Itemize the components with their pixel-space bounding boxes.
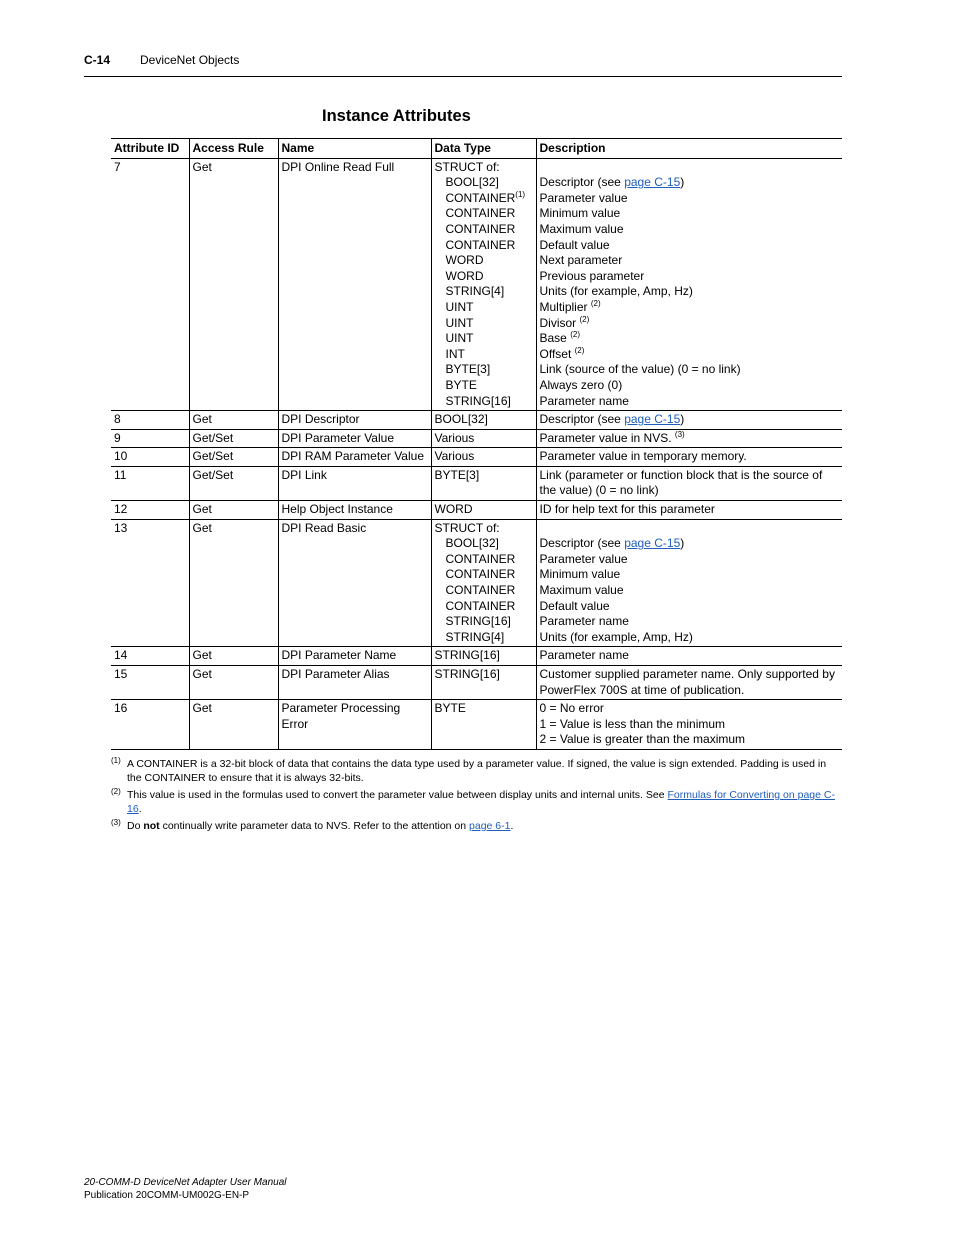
footnote-marker: (1) bbox=[111, 756, 121, 765]
struct-member-desc: Minimum value bbox=[539, 567, 621, 582]
table-row bbox=[111, 411, 842, 430]
error-code-desc: 2 = Value is greater than the maximum bbox=[539, 732, 746, 747]
manual-title: 20-COMM-D DeviceNet Adapter User Manual bbox=[84, 1177, 287, 1188]
table-row bbox=[111, 700, 842, 750]
cell-data-type: Various bbox=[431, 429, 536, 448]
struct-heading: STRUCT of: bbox=[434, 520, 500, 535]
page-c15-link[interactable]: page C-15 bbox=[624, 412, 681, 427]
cell-attribute-id: 13 bbox=[111, 519, 189, 647]
struct-member-type: UINT bbox=[445, 331, 474, 346]
struct-member-type: CONTAINER bbox=[445, 583, 516, 598]
cell-description: Parameter name bbox=[536, 647, 842, 666]
struct-member-type: WORD bbox=[445, 268, 484, 283]
struct-member-type: BYTE[3] bbox=[445, 362, 491, 377]
cell-data-type: WORD bbox=[431, 501, 536, 520]
cell-attribute-id: 10 bbox=[111, 448, 189, 467]
struct-member-desc: Maximum value bbox=[539, 583, 624, 598]
struct-member-type: STRING[16] bbox=[445, 614, 511, 629]
cell-access-rule: Get bbox=[189, 519, 278, 647]
page-c15-link[interactable]: page C-15 bbox=[624, 175, 681, 190]
cell-attribute-id: 15 bbox=[111, 666, 189, 700]
footnote-text: A CONTAINER is a 32-bit block of data that contains the data type used by a parameter value. If signed, the value is sign extended. Padding is used in the CONTAINER to ensure that it is always 32-bits. bbox=[127, 758, 827, 784]
error-code-desc: 1 = Value is less than the minimum bbox=[539, 716, 726, 731]
struct-member-type: BOOL[32] bbox=[445, 175, 499, 190]
struct-member-type: STRING[4] bbox=[445, 284, 505, 299]
instance-attributes-table bbox=[111, 138, 842, 750]
cell-name: DPI Parameter Alias bbox=[278, 666, 431, 700]
cell-attribute-id: 11 bbox=[111, 466, 189, 500]
cell-name: DPI Parameter Value bbox=[278, 429, 431, 448]
cell-description bbox=[536, 519, 842, 647]
table-row bbox=[111, 519, 842, 647]
struct-member-type: WORD bbox=[445, 253, 484, 268]
page-number: C-14 bbox=[84, 53, 111, 67]
cell-name: Parameter Processing Error bbox=[278, 700, 431, 750]
footnote-ref-2: (2) bbox=[590, 298, 601, 308]
struct-member-type: BOOL[32] bbox=[445, 536, 499, 551]
section-title: Instance Attributes bbox=[322, 107, 471, 125]
cell-access-rule: Get/Set bbox=[189, 448, 278, 467]
struct-member-type: CONTAINER bbox=[445, 567, 516, 582]
footnote-ref-2: (2) bbox=[574, 345, 585, 355]
cell-access-rule: Get/Set bbox=[189, 466, 278, 500]
struct-member-type: CONTAINER bbox=[445, 237, 516, 252]
cell-access-rule: Get bbox=[189, 666, 278, 700]
struct-member-type: CONTAINER bbox=[445, 221, 516, 236]
footnotes bbox=[111, 757, 842, 836]
table-row bbox=[111, 666, 842, 700]
struct-member-desc: Units (for example, Amp, Hz) bbox=[539, 629, 693, 644]
cell-access-rule: Get bbox=[189, 158, 278, 411]
column-header-description: Description bbox=[536, 139, 842, 159]
cell-description: Parameter value in temporary memory. bbox=[536, 448, 842, 467]
table-row bbox=[111, 429, 842, 448]
struct-member-type: STRING[16] bbox=[445, 393, 511, 408]
cell-name: Help Object Instance bbox=[278, 501, 431, 520]
cell-name: DPI RAM Parameter Value bbox=[278, 448, 431, 467]
cell-attribute-id: 14 bbox=[111, 647, 189, 666]
struct-member-type: CONTAINER bbox=[445, 206, 516, 221]
struct-member-desc: Next parameter bbox=[539, 253, 623, 268]
table-row bbox=[111, 466, 842, 500]
cell-data-type: STRING[16] bbox=[431, 666, 536, 700]
cell-access-rule: Get bbox=[189, 501, 278, 520]
struct-member-desc: Units (for example, Amp, Hz) bbox=[539, 284, 693, 299]
struct-member-type: INT bbox=[445, 346, 465, 361]
cell-access-rule: Get bbox=[189, 647, 278, 666]
column-header-attribute-id: Attribute ID bbox=[111, 139, 189, 159]
footnote-marker: (3) bbox=[111, 818, 121, 827]
page-header bbox=[84, 52, 842, 77]
page-6-1-link[interactable]: page 6-1 bbox=[469, 820, 511, 832]
cell-description bbox=[536, 700, 842, 750]
cell-description: ID for help text for this parameter bbox=[536, 501, 842, 520]
cell-attribute-id: 12 bbox=[111, 501, 189, 520]
struct-member-desc: Descriptor (see page C-15) bbox=[539, 175, 685, 190]
struct-member-desc: Maximum value bbox=[539, 221, 624, 236]
struct-member-type: BYTE bbox=[445, 377, 477, 392]
footnote-ref-2: (2) bbox=[579, 314, 590, 324]
cell-data-type: BOOL[32] bbox=[431, 411, 536, 430]
column-header-data-type: Data Type bbox=[431, 139, 536, 159]
cell-description: Customer supplied parameter name. Only supported by PowerFlex 700S at time of publication. bbox=[536, 666, 842, 700]
page-c15-link[interactable]: page C-15 bbox=[624, 536, 681, 551]
cell-name: DPI Descriptor bbox=[278, 411, 431, 430]
struct-member-desc: Parameter value bbox=[539, 190, 628, 205]
struct-member-desc: Base $^{(2)}$ bbox=[539, 330, 580, 346]
struct-member-desc: Parameter name bbox=[539, 614, 629, 629]
footnote-text: This value is used in the formulas used to convert the parameter value between display units and internal units. See Formulas for Converting on page C-16. bbox=[127, 789, 835, 815]
struct-member-desc: Always zero (0) bbox=[539, 377, 623, 392]
publication-number: Publication 20COMM-UM002G-EN-P bbox=[84, 1190, 250, 1201]
table-row bbox=[111, 158, 842, 411]
error-code-desc: 0 = No error bbox=[539, 701, 604, 716]
table-row bbox=[111, 448, 842, 467]
struct-member-desc: Multiplier $^{(2)}$ bbox=[539, 298, 601, 314]
struct-member-desc: Previous parameter bbox=[539, 268, 645, 283]
struct-member-desc: Default value bbox=[539, 598, 610, 613]
cell-access-rule: Get/Set bbox=[189, 429, 278, 448]
struct-member-desc: Parameter name bbox=[539, 393, 629, 408]
table-header-row bbox=[111, 139, 842, 159]
chapter-title: DeviceNet Objects bbox=[140, 53, 240, 67]
struct-member-type: CONTAINER bbox=[445, 551, 516, 566]
cell-description bbox=[536, 158, 842, 411]
cell-access-rule: Get bbox=[189, 411, 278, 430]
footnote-text: Do not continually write parameter data to NVS. Refer to the attention on page 6-1. bbox=[127, 820, 514, 832]
table-row bbox=[111, 647, 842, 666]
cell-name: DPI Online Read Full bbox=[278, 158, 431, 411]
cell-data-type: BYTE bbox=[431, 700, 536, 750]
cell-attribute-id: 16 bbox=[111, 700, 189, 750]
cell-description: Parameter value in NVS. $^{(3)}$ bbox=[536, 429, 842, 448]
footnote-marker: (2) bbox=[111, 787, 121, 796]
footnote-1 bbox=[111, 757, 842, 785]
formulas-link[interactable]: Formulas for Converting on page C-16 bbox=[127, 789, 835, 815]
cell-name: DPI Read Basic bbox=[278, 519, 431, 647]
cell-attribute-id: 8 bbox=[111, 411, 189, 430]
cell-name: DPI Link bbox=[278, 466, 431, 500]
struct-member-type: UINT bbox=[445, 315, 474, 330]
struct-member-desc: Offset $^{(2)}$ bbox=[539, 345, 585, 361]
cell-data-type bbox=[431, 519, 536, 647]
cell-data-type: BYTE[3] bbox=[431, 466, 536, 500]
table-row bbox=[111, 501, 842, 520]
column-header-name: Name bbox=[278, 139, 431, 159]
cell-name: DPI Parameter Name bbox=[278, 647, 431, 666]
struct-member-type: CONTAINER bbox=[445, 598, 516, 613]
footnote-3 bbox=[111, 819, 842, 833]
struct-member-type: CONTAINER$^{(1)}$ bbox=[445, 189, 526, 205]
struct-member-type: STRING[4] bbox=[445, 629, 505, 644]
footnote-ref-3: (3) bbox=[674, 429, 685, 439]
footnote-ref-2: (2) bbox=[570, 330, 580, 340]
struct-member-desc: Default value bbox=[539, 237, 610, 252]
footnote-2 bbox=[111, 788, 842, 816]
cell-attribute-id: 9 bbox=[111, 429, 189, 448]
struct-member-type: UINT bbox=[445, 299, 474, 314]
struct-member-desc: Descriptor (see page C-15) bbox=[539, 536, 685, 551]
cell-data-type: Various bbox=[431, 448, 536, 467]
struct-member-desc: Link (source of the value) (0 = no link) bbox=[539, 362, 741, 377]
cell-description: Link (parameter or function block that is the source of the value) (0 = no link) bbox=[536, 466, 842, 500]
struct-member-desc: Parameter value bbox=[539, 551, 628, 566]
cell-data-type: STRING[16] bbox=[431, 647, 536, 666]
page-footer bbox=[84, 1176, 286, 1202]
struct-member-desc: Divisor $^{(2)}$ bbox=[539, 314, 590, 330]
cell-data-type bbox=[431, 158, 536, 411]
struct-member-desc: Minimum value bbox=[539, 206, 621, 221]
cell-attribute-id: 7 bbox=[111, 158, 189, 411]
cell-access-rule: Get bbox=[189, 700, 278, 750]
struct-heading: STRUCT of: bbox=[434, 159, 500, 174]
cell-description: Descriptor (see page C-15) bbox=[536, 411, 842, 430]
footnote-ref-1: (1) bbox=[515, 189, 526, 199]
column-header-access-rule: Access Rule bbox=[189, 139, 278, 159]
